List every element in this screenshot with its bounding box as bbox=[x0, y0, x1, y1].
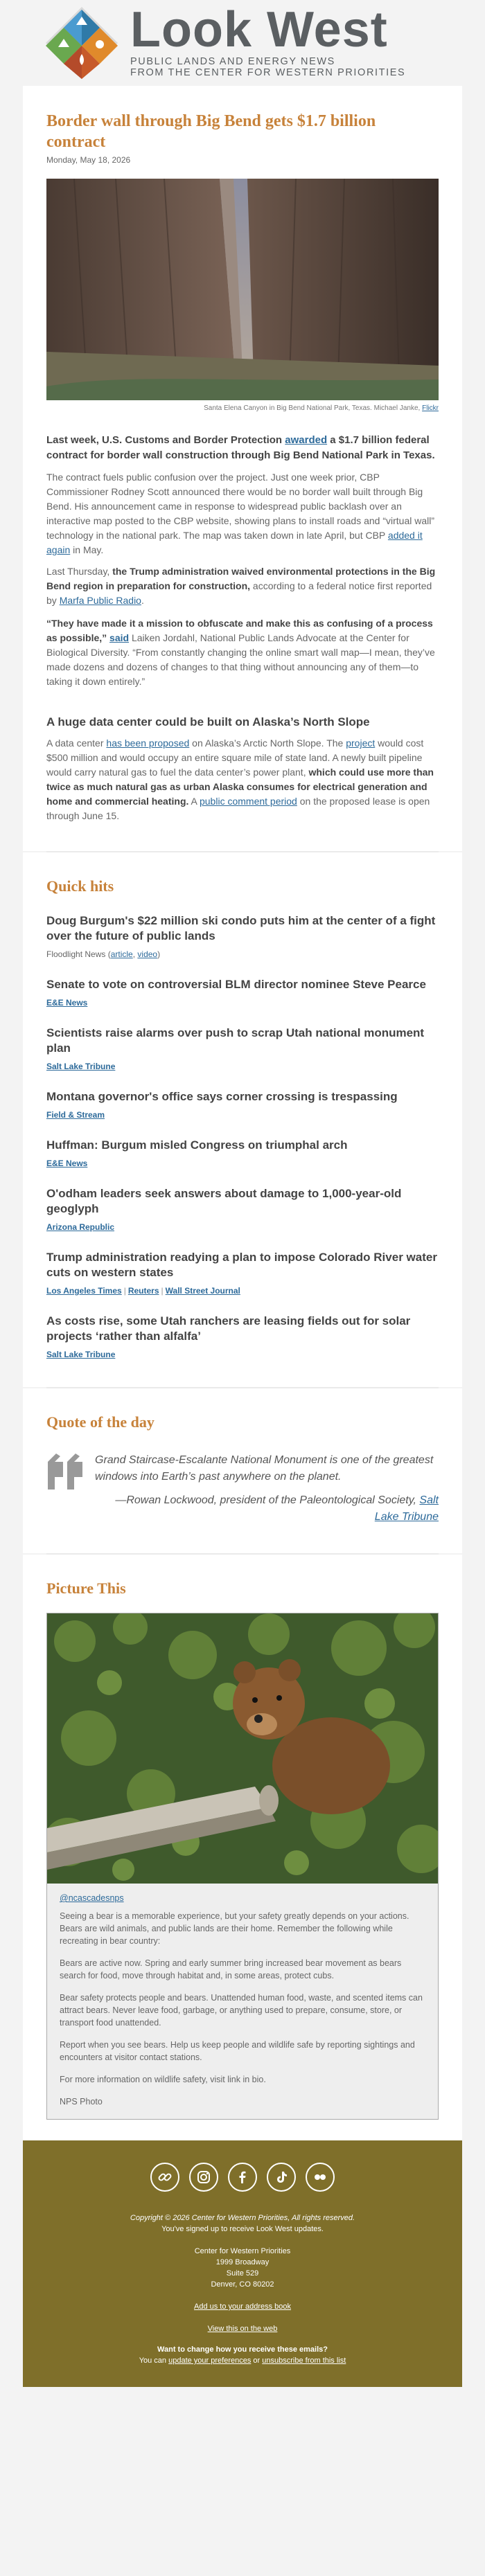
picture-body bbox=[47, 1884, 438, 2119]
quick-hit-item bbox=[46, 977, 439, 1008]
quick-hit-title: Montana governor's office says corner crossing is trespassing bbox=[46, 1090, 398, 1103]
paragraph-3 bbox=[46, 616, 439, 689]
quick-hit-link[interactable]: article bbox=[110, 949, 133, 959]
caption-text: Santa Elena Canyon in Big Bend National Park, Texas. Michael Janke, bbox=[204, 404, 421, 412]
quote-title: Quote of the day bbox=[46, 1413, 155, 1431]
quote-section bbox=[23, 1388, 462, 1553]
quick-hit-source bbox=[46, 1159, 439, 1168]
p2-text-end: according to a federal notice first reported by bbox=[46, 580, 432, 606]
quick-hit-link[interactable]: Salt Lake Tribune bbox=[46, 1350, 116, 1359]
brand-name: Look West bbox=[130, 2, 388, 57]
quick-hit-source bbox=[46, 1062, 439, 1071]
caption-flickr-link[interactable]: Flickr bbox=[422, 404, 439, 412]
footer-addr2: Suite 529 bbox=[226, 2269, 259, 2278]
picture-section bbox=[23, 1555, 462, 2140]
quick-hit-source bbox=[46, 1110, 439, 1120]
s-text-a: A data center bbox=[46, 737, 104, 749]
quick-hit-source bbox=[46, 1350, 439, 1359]
comment-period-link[interactable]: public comment period bbox=[199, 796, 297, 807]
paragraph-2: Last Thursday, the Trump administration waived environmental protections in the Big Bend region in preparation for construction, according to a federal notice first reported by Marfa Public Radio. bbox=[46, 566, 436, 606]
flickr-icon[interactable] bbox=[306, 2163, 335, 2192]
quick-hit-link[interactable]: Wall Street Journal bbox=[165, 1286, 240, 1296]
footer-addr1: 1999 Broadway bbox=[215, 2258, 270, 2266]
quick-hit-link[interactable]: Arizona Republic bbox=[46, 1222, 115, 1232]
quick-hit-item bbox=[46, 1026, 439, 1071]
social-links bbox=[37, 2163, 448, 2192]
main-headline: Border wall through Big Bend gets $1.7 billion contract bbox=[46, 112, 376, 151]
bear-photo bbox=[47, 1613, 438, 1884]
p3-text: Laiken Jordahl, National Public Lands Advocate at the Center for Biological Diversity. “From constantly changing the online smart wall map—I mean, they’ve made dozens and dozens of changes to that thing without announcing any of them—to taking it down entirely.” bbox=[46, 632, 435, 687]
instagram-handle-link[interactable]: @ncascadesnps bbox=[60, 1893, 124, 1903]
footer-prefs-line bbox=[37, 2355, 448, 2366]
quick-hit-title: As costs rise, some Utah ranchers are leasing fields out for solar projects ‘rather than alfalfa’ bbox=[46, 1314, 411, 1343]
instagram-icon[interactable] bbox=[189, 2163, 218, 2192]
address-book-link[interactable]: Add us to your address book bbox=[193, 2302, 292, 2311]
p1-text: The contract fuels public confusion over the project. Just one week prior, CBP Commissioner Rodney Scott announced there would be no border wall built through Big Bend. His announcement came in response to widespread public backlash over an interactive map posted to the CBP website, showing plans to install roads and “virtual wall” technology in the national park. The map was taken down in late April, but CBP bbox=[46, 472, 435, 541]
quick-hits-section bbox=[23, 852, 462, 1387]
project-link[interactable]: project bbox=[346, 737, 376, 749]
lead-text-1: Last week, U.S. Customs and Border Protection bbox=[46, 434, 283, 446]
picture-credit: NPS Photo bbox=[60, 2097, 103, 2107]
p2-bold: the Trump administration waived environmental protections in the Big Bend region in preparation for construction, bbox=[46, 566, 436, 591]
quick-hit-source-text: Floodlight News bbox=[46, 949, 106, 959]
p1-text-end: in May. bbox=[73, 544, 104, 555]
quick-hit-source: Floodlight News (article, video) bbox=[46, 949, 161, 959]
look-west-logo-icon[interactable] bbox=[44, 6, 119, 80]
picture-title: Picture This bbox=[46, 1580, 126, 1597]
quote-attr-text: —Rowan Lockwood, president of the Paleontological Society, bbox=[115, 1494, 416, 1506]
view-on-web-link[interactable]: View this on the web bbox=[207, 2325, 278, 2333]
brand-tagline-2: FROM THE CENTER FOR WESTERN PRIORITIES bbox=[130, 67, 406, 78]
photo-caption bbox=[46, 404, 439, 412]
p3-bold-quote: “They have made it a mission to obfuscate and make this as confusing of a process as possible,” bbox=[46, 618, 433, 643]
footer-copyright: Copyright © 2026 Center for Western Priorities, All rights reserved. bbox=[130, 2214, 355, 2222]
footer-change-text: Want to change how you receive these emails? bbox=[157, 2345, 328, 2354]
or-text: or bbox=[253, 2356, 261, 2365]
second-paragraph bbox=[46, 736, 439, 823]
lead-paragraph bbox=[46, 433, 439, 463]
link-separator: | bbox=[123, 1286, 126, 1296]
added-again-link[interactable]: added it again bbox=[46, 530, 423, 555]
link-icon[interactable] bbox=[150, 2163, 179, 2192]
quick-hits-title: Quick hits bbox=[46, 877, 114, 895]
quick-hit-title: O'odham leaders seek answers about damage to 1,000-year-old geoglyph bbox=[46, 1187, 402, 1215]
awarded-link[interactable]: awarded bbox=[285, 434, 328, 446]
second-headline: A huge data center could be built on Alaska’s North Slope bbox=[46, 715, 370, 728]
lead-text-2: a $1.7 billion federal contract for border wall construction through Big Bend National Park in Texas. bbox=[46, 434, 435, 461]
quick-hit-source bbox=[46, 998, 439, 1008]
canyon-photo bbox=[46, 179, 439, 400]
paragraph-1 bbox=[46, 470, 439, 557]
quick-hit-title: Doug Burgum's $22 million ski condo puts him at the center of a fight over the future of public lands bbox=[46, 914, 436, 942]
quick-hit-title: Trump administration readying a plan to impose Colorado River water cuts on western states bbox=[46, 1251, 437, 1279]
marfa-link[interactable]: Marfa Public Radio bbox=[59, 595, 141, 606]
quick-hit-item bbox=[46, 1250, 439, 1296]
quick-hit-item bbox=[46, 913, 439, 959]
s-text-d: A bbox=[191, 796, 197, 807]
footer bbox=[23, 2140, 462, 2387]
s-text-c: would cost $500 million and would occupy an entire square mile of state land. A newly built pipeline would carry natural gas to fuel the data center’s power plant, bbox=[46, 737, 424, 778]
quick-hit-item bbox=[46, 1186, 439, 1232]
s-bold: which could use more than twice as much natural gas as urban Alaska consumes for electrical generation and home and commercial heating. bbox=[46, 767, 434, 807]
footer-org: Center for Western Priorities bbox=[194, 2247, 291, 2255]
quick-hit-link[interactable]: Reuters bbox=[127, 1286, 159, 1296]
said-link[interactable]: said bbox=[109, 632, 130, 643]
proposed-link[interactable]: has been proposed bbox=[106, 737, 190, 749]
footer-addr3: Denver, CO 80202 bbox=[211, 2280, 274, 2289]
quick-hit-link[interactable]: E&E News bbox=[46, 1159, 88, 1168]
quick-hit-source bbox=[46, 1286, 439, 1296]
quick-hit-item bbox=[46, 1089, 439, 1120]
quick-hit-link[interactable]: Field & Stream bbox=[46, 1110, 105, 1120]
unsubscribe-link[interactable]: unsubscribe from this list bbox=[262, 2356, 346, 2365]
s-text-e: on the proposed lease is open through June 15. bbox=[46, 796, 430, 821]
footer-signed-up: You've signed up to receive Look West updates. bbox=[161, 2225, 324, 2233]
main-card bbox=[23, 86, 462, 851]
quick-hit-title: Huffman: Burgum misled Congress on triumphal arch bbox=[46, 1138, 348, 1152]
facebook-icon[interactable] bbox=[228, 2163, 257, 2192]
quote-attribution bbox=[95, 1492, 439, 1526]
quick-hit-item bbox=[46, 1138, 439, 1168]
quick-hit-link[interactable]: Los Angeles Times bbox=[46, 1286, 122, 1296]
quick-hit-link[interactable]: E&E News bbox=[46, 998, 88, 1008]
quote-text: Grand Staircase-Escalante National Monument is one of the greatest windows into Earth’s past anywhere on the planet. bbox=[95, 1454, 434, 1483]
header bbox=[0, 0, 485, 86]
quick-hit-title: Senate to vote on controversial BLM director nominee Steve Pearce bbox=[46, 978, 426, 991]
picture-p2: Bears are active now. Spring and early summer bring increased bear movement as bears search for food, move through habitat and, in some areas, protect cubs. bbox=[60, 1958, 402, 1980]
s-text-b: on Alaska’s Arctic North Slope. The bbox=[192, 737, 344, 749]
p2-text: Last Thursday, bbox=[46, 566, 110, 577]
you-can-text: You can bbox=[139, 2356, 167, 2365]
link-separator: | bbox=[161, 1286, 164, 1296]
quote-mark-icon bbox=[46, 1452, 85, 1491]
quick-hit-link[interactable]: Salt Lake Tribune bbox=[46, 1062, 116, 1071]
tiktok-icon[interactable] bbox=[267, 2163, 296, 2192]
quick-hit-source bbox=[46, 1222, 439, 1232]
picture-p3: Bear safety protects people and bears. Unattended human food, waste, and scented items can attract bears. Never leave food, garbage, or anything used to prepare, consume, store, or transport food unattended. bbox=[60, 1993, 423, 2028]
issue-date: Monday, May 18, 2026 bbox=[46, 155, 131, 165]
quick-hits-list bbox=[46, 913, 439, 1359]
picture-box bbox=[46, 1613, 439, 2120]
brand-tagline-1: PUBLIC LANDS AND ENERGY NEWS bbox=[130, 56, 335, 67]
picture-p4: Report when you see bears. Help us keep people and wildlife safe by reporting sightings and encounters at visitor contact stations. bbox=[60, 2040, 415, 2062]
picture-p5: For more information on wildlife safety, visit link in bio. bbox=[60, 2075, 266, 2084]
update-preferences-link[interactable]: update your preferences bbox=[168, 2356, 252, 2365]
quick-hit-title: Scientists raise alarms over push to scrap Utah national monument plan bbox=[46, 1026, 425, 1055]
quick-hit-link[interactable]: video bbox=[137, 949, 158, 959]
quote-source-link[interactable]: Salt Lake Tribune bbox=[374, 1494, 439, 1523]
picture-p1: Seeing a bear is a memorable experience, but your safety greatly depends on your actions. Bears are wild animals, and public lands are their home. Remember the following while recreating in bear country: bbox=[60, 1911, 409, 1946]
quick-hit-item bbox=[46, 1314, 439, 1359]
